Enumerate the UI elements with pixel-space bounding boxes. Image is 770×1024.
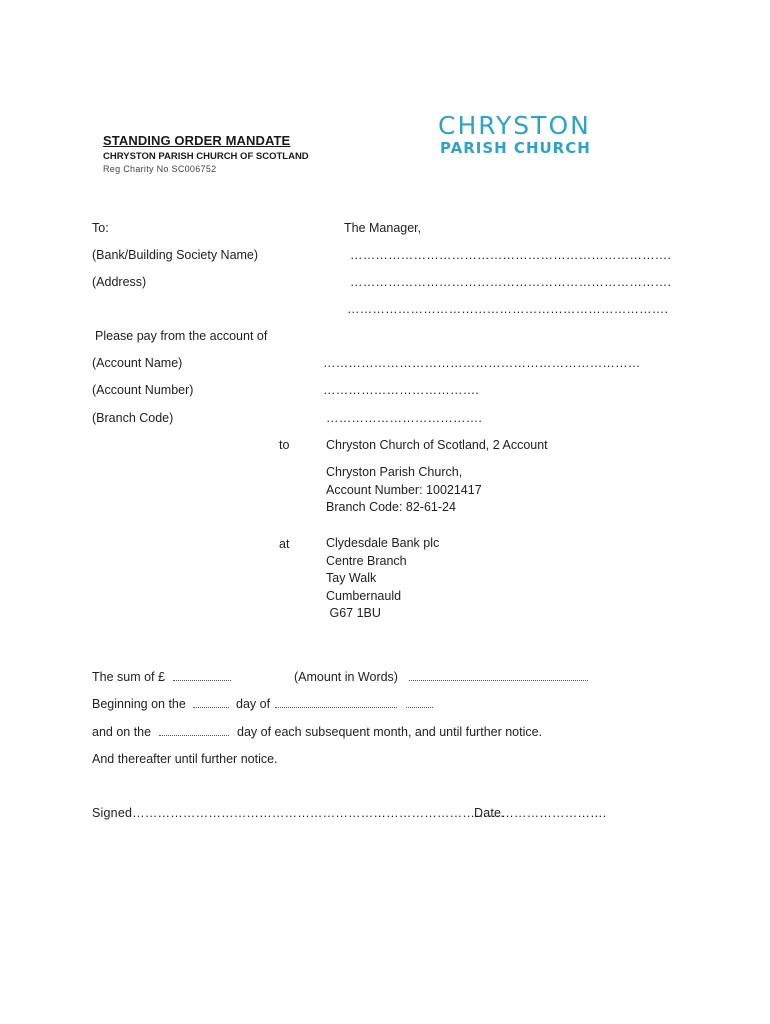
bank-postcode: G67 1BU [326, 606, 381, 620]
payee-account-number: Account Number: 10021417 [326, 482, 482, 497]
manager-label: The Manager, [344, 221, 422, 235]
charity-number: Reg Charity No SC006752 [103, 164, 217, 174]
address-field-line-1[interactable]: …………………………………………………………………. [350, 275, 672, 289]
payee-account-name: Chryston Church of Scotland, 2 Account [326, 438, 548, 452]
account-name-label: (Account Name) [92, 356, 183, 370]
branch-code-field[interactable]: ………………………………. [326, 411, 483, 425]
logo-wordmark: CHRYSTON [438, 111, 591, 140]
pay-from-intro: Please pay from the account of [95, 329, 268, 343]
account-number-field[interactable]: ………………………………. [323, 383, 480, 397]
to-payee-label: to [279, 438, 290, 452]
sum-field[interactable] [173, 672, 231, 681]
church-name: CHRYSTON PARISH CHURCH OF SCOTLAND [103, 151, 309, 162]
subsequent-text: day of each subsequent month, and until further notice. [237, 725, 543, 739]
bank-name-field[interactable]: …………………………………………………………………. [350, 248, 672, 262]
signed-field[interactable]: Signed……………………………………………………………………………. [92, 806, 505, 820]
payee-details [326, 464, 482, 517]
beginning-month-field[interactable] [275, 699, 397, 708]
bank-address [326, 535, 439, 623]
page-title: STANDING ORDER MANDATE [103, 133, 291, 148]
bank-name: Clydesdale Bank plc [326, 536, 440, 550]
account-name-field[interactable]: ………………………………………………………………… [323, 356, 641, 370]
beginning-day-field[interactable] [193, 699, 229, 708]
account-number-label: (Account Number) [92, 383, 194, 397]
thereafter-text: And thereafter until further notice. [92, 752, 278, 766]
bank-street: Tay Walk [326, 571, 377, 585]
sum-label: The sum of £ [92, 670, 165, 684]
church-logo [438, 112, 591, 156]
at-label: at [279, 537, 290, 551]
branch-code-label: (Branch Code) [92, 411, 174, 425]
bank-town: Cumbernauld [326, 588, 402, 603]
and-on-label: and on the [92, 725, 152, 739]
to-label: To: [92, 221, 109, 235]
bank-name-label: (Bank/Building Society Name) [92, 248, 259, 262]
address-label: (Address) [92, 275, 147, 289]
payee-church-name: Chryston Parish Church, [326, 465, 463, 479]
logo-subtext: PARISH CHURCH [440, 139, 591, 157]
amount-words-label: (Amount in Words) [294, 670, 398, 684]
amount-words-field[interactable] [409, 672, 588, 681]
address-field-line-2[interactable]: …………………………………………………………………. [347, 302, 669, 316]
subsequent-day-field[interactable] [159, 727, 229, 736]
beginning-label: Beginning on the [92, 697, 186, 711]
beginning-year-field[interactable] [406, 699, 433, 708]
payee-branch-code: Branch Code: 82-61-24 [326, 500, 456, 514]
bank-branch: Centre Branch [326, 553, 407, 568]
day-of-label: day of [236, 697, 271, 711]
date-field[interactable]: Date……………………. [474, 806, 607, 820]
